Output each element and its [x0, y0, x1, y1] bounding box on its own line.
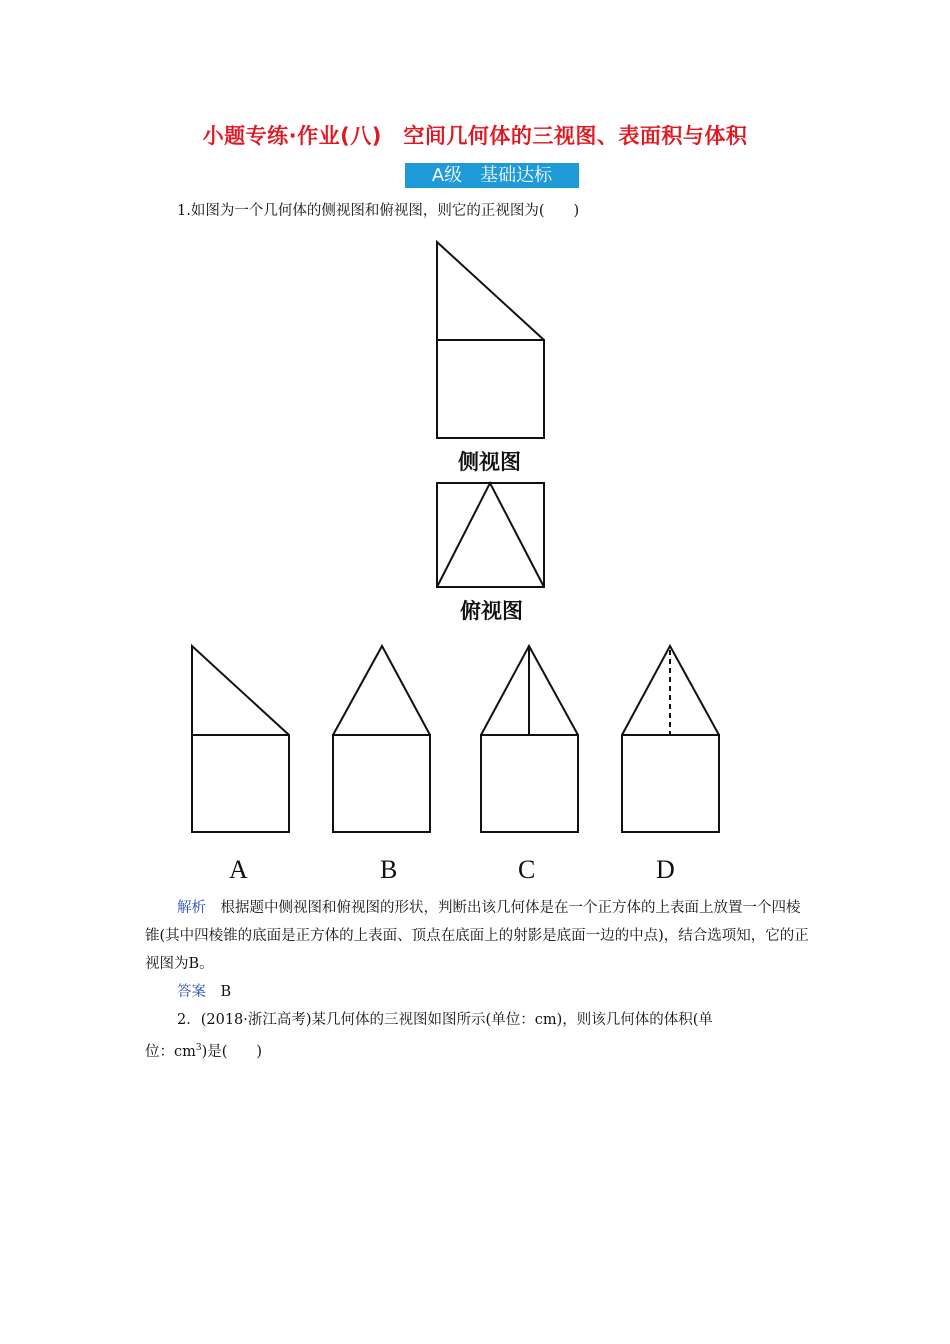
analysis-label: 解析: [177, 900, 206, 916]
option-b-figure: [333, 646, 430, 832]
level-badge: A级 基础达标: [405, 163, 579, 188]
unit-exponent: 3: [195, 1043, 202, 1053]
question-2-line-1: 2．(2018·浙江高考)某几何体的三视图如图所示(单位：cm)，则该几何体的体积(单: [177, 1012, 713, 1028]
answer-label: 答案: [177, 984, 206, 1000]
answer-value: B: [220, 984, 232, 1000]
top-view-caption: 俯视图: [460, 599, 523, 623]
question-1-stem: 1.如图为一个几何体的侧视图和俯视图，则它的正视图为( ): [177, 203, 580, 219]
analysis-paragraph: [145, 894, 810, 978]
side-view-caption: 侧视图: [458, 450, 521, 474]
side-view-figure: [437, 242, 544, 438]
top-view-figure: [437, 483, 544, 587]
option-b-label: B: [380, 855, 398, 884]
answer-line: [145, 978, 842, 1006]
question-2-stem: [145, 1006, 810, 1066]
option-a-figure: [192, 646, 289, 832]
option-a-label: A: [229, 855, 248, 884]
question-2-line-2: [145, 1034, 810, 1066]
option-d-label: D: [656, 855, 675, 884]
option-c-label: C: [518, 855, 536, 884]
analysis-text: 根据题中侧视图和俯视图的形状，判断出该几何体是在一个正方体的上表面上放置一个四棱锥(其中四棱锥的底面是正方体的上表面、顶点在底面上的射影是底面一边的中点)，结合选项知，它的正视图为B。: [145, 900, 809, 972]
question-2-line-2-pre: 位：cm: [145, 1043, 196, 1060]
option-c-figure: [481, 646, 578, 832]
page-title: 小题专练·作业(八) 空间几何体的三视图、表面积与体积: [202, 124, 748, 148]
option-d-figure: [622, 646, 719, 832]
question-2-line-2-post: )是( ): [201, 1043, 263, 1060]
